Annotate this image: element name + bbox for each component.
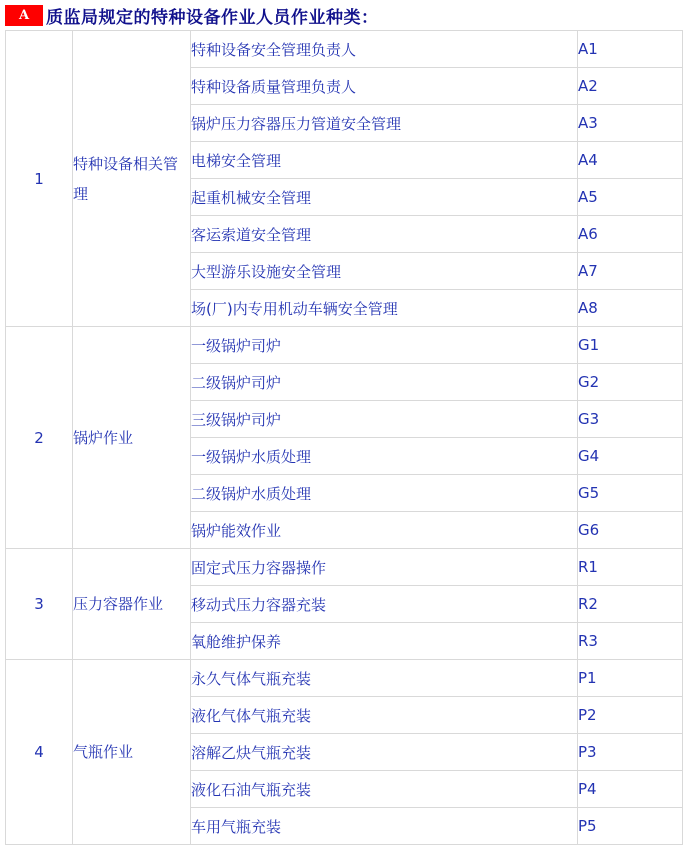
job-title-cell: 锅炉压力容器压力管道安全管理 bbox=[191, 105, 578, 142]
page-header bbox=[5, 5, 689, 26]
group-category-cell: 锅炉作业 bbox=[73, 327, 191, 549]
group-category-cell: 气瓶作业 bbox=[73, 660, 191, 845]
group-number-cell: 1 bbox=[6, 31, 73, 327]
job-title-cell: 液化石油气瓶充装 bbox=[191, 771, 578, 808]
code-cell: G5 bbox=[578, 475, 683, 512]
code-cell: G3 bbox=[578, 401, 683, 438]
job-title-cell: 起重机械安全管理 bbox=[191, 179, 578, 216]
code-cell: G1 bbox=[578, 327, 683, 364]
job-title-cell: 二级锅炉司炉 bbox=[191, 364, 578, 401]
job-title-cell: 客运索道安全管理 bbox=[191, 216, 578, 253]
code-cell: A3 bbox=[578, 105, 683, 142]
code-cell: G4 bbox=[578, 438, 683, 475]
job-title-cell: 三级锅炉司炉 bbox=[191, 401, 578, 438]
code-cell: A6 bbox=[578, 216, 683, 253]
table-row bbox=[6, 31, 683, 68]
group-number-cell: 3 bbox=[6, 549, 73, 660]
code-cell: P1 bbox=[578, 660, 683, 697]
job-title-cell: 电梯安全管理 bbox=[191, 142, 578, 179]
group-number-cell: 4 bbox=[6, 660, 73, 845]
job-title-cell: 永久气体气瓶充装 bbox=[191, 660, 578, 697]
job-title-cell: 溶解乙炔气瓶充装 bbox=[191, 734, 578, 771]
job-title-cell: 氧舱维护保养 bbox=[191, 623, 578, 660]
job-title-cell: 移动式压力容器充装 bbox=[191, 586, 578, 623]
code-cell: A1 bbox=[578, 31, 683, 68]
code-cell: G2 bbox=[578, 364, 683, 401]
code-cell: P3 bbox=[578, 734, 683, 771]
table-row bbox=[6, 327, 683, 364]
code-cell: G6 bbox=[578, 512, 683, 549]
table-row bbox=[6, 660, 683, 697]
table-body bbox=[6, 31, 683, 845]
page-title: 质监局规定的特种设备作业人员作业种类： bbox=[46, 8, 379, 28]
code-cell: R1 bbox=[578, 549, 683, 586]
section-badge: A bbox=[5, 5, 43, 26]
job-title-cell: 锅炉能效作业 bbox=[191, 512, 578, 549]
job-title-cell: 特种设备质量管理负责人 bbox=[191, 68, 578, 105]
job-title-cell: 固定式压力容器操作 bbox=[191, 549, 578, 586]
job-title-cell: 大型游乐设施安全管理 bbox=[191, 253, 578, 290]
group-number-cell: 2 bbox=[6, 327, 73, 549]
table-row bbox=[6, 549, 683, 586]
code-cell: A7 bbox=[578, 253, 683, 290]
code-cell: R2 bbox=[578, 586, 683, 623]
job-title-cell: 一级锅炉司炉 bbox=[191, 327, 578, 364]
job-title-cell: 场(厂)内专用机动车辆安全管理 bbox=[191, 290, 578, 327]
job-title-cell: 液化气体气瓶充装 bbox=[191, 697, 578, 734]
code-cell: P2 bbox=[578, 697, 683, 734]
code-cell: A2 bbox=[578, 68, 683, 105]
job-categories-table bbox=[5, 30, 683, 845]
code-cell: A8 bbox=[578, 290, 683, 327]
group-category-cell: 特种设备相关管理 bbox=[73, 31, 191, 327]
code-cell: P5 bbox=[578, 808, 683, 845]
code-cell: P4 bbox=[578, 771, 683, 808]
job-title-cell: 二级锅炉水质处理 bbox=[191, 475, 578, 512]
code-cell: A5 bbox=[578, 179, 683, 216]
group-category-cell: 压力容器作业 bbox=[73, 549, 191, 660]
job-title-cell: 一级锅炉水质处理 bbox=[191, 438, 578, 475]
job-title-cell: 车用气瓶充装 bbox=[191, 808, 578, 845]
code-cell: A4 bbox=[578, 142, 683, 179]
code-cell: R3 bbox=[578, 623, 683, 660]
job-title-cell: 特种设备安全管理负责人 bbox=[191, 31, 578, 68]
